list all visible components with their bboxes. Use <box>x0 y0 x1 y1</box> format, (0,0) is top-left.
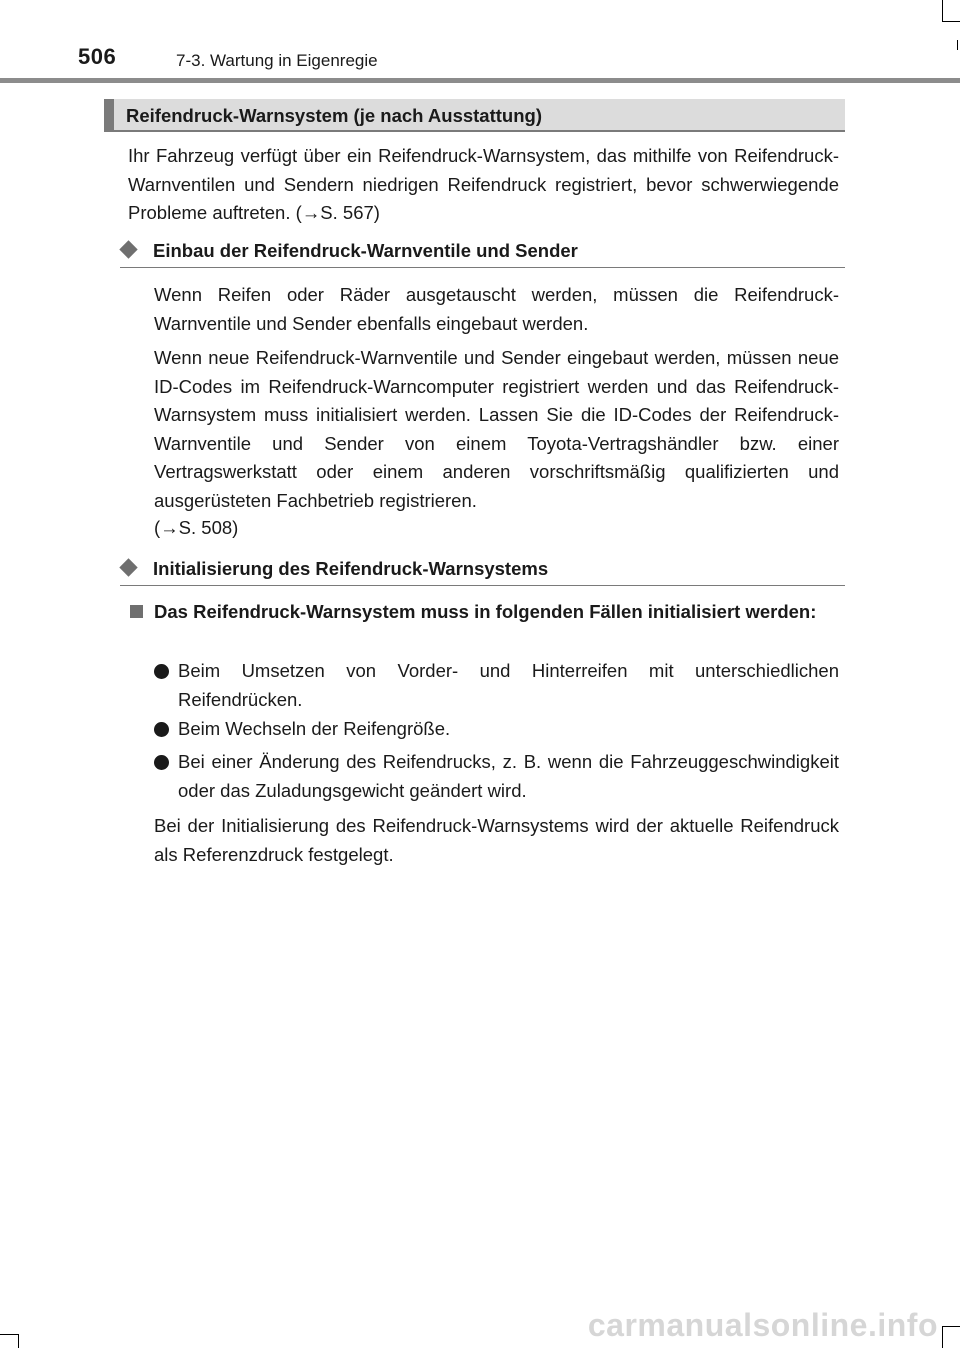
bullet-dot-icon <box>154 664 169 679</box>
page-reference: (→S. 508) <box>154 517 239 538</box>
crop-mark <box>18 1334 19 1348</box>
square-bullet-icon <box>130 605 143 618</box>
crop-mark <box>0 1334 18 1335</box>
subsection-heading <box>120 240 845 268</box>
subsection-title: Einbau der Reifendruck-Warnventile und Sender <box>153 240 578 261</box>
running-header: 7-3. Wartung in Eigenregie <box>176 51 378 70</box>
page-number: 506 <box>78 44 117 69</box>
subsection-title: Initialisierung des Reifendruck-Warnsystems <box>153 558 549 579</box>
intro-paragraph: Ihr Fahrzeug verfügt über ein Reifendruck-Warnsystem, das mithilfe von Reifendruck-Warnventilen und Sendern niedrigen Reifendruck registriert, bevor schwerwiegende Probleme auftreten. (→S. 567) <box>128 145 839 223</box>
diamond-bullet-icon <box>119 558 137 576</box>
section-title: Reifendruck-Warnsystem (je nach Ausstattung) <box>126 105 542 126</box>
crop-mark <box>942 21 960 22</box>
section-title-accent <box>104 99 114 130</box>
section-title-bar <box>104 99 845 132</box>
bullet-dot-icon <box>154 755 169 770</box>
list-item: Beim Umsetzen von Vorder- und Hinterreifen mit unterschiedlichen Reifendrücken. <box>178 660 839 710</box>
crop-mark <box>957 40 958 50</box>
paragraph: Wenn neue Reifendruck-Warnventile und Sender eingebaut werden, müssen neue ID-Codes im Reifendruck-Warncomputer registriert werden und das Reifendruck-Warnsystem muss initialisiert werden. Lassen Sie die ID-Codes der Reifendruck-Warnventile und Sender von einem Toyota-Vertragshändler bzw. einer Vertragswerkstatt oder einem anderen vorschriftsmäßig qualifizierten und ausgerüsteten Fachbetrieb registrieren. <box>154 347 839 511</box>
watermark: carmanualsonline.info <box>587 1307 938 1343</box>
crop-mark <box>942 0 943 22</box>
list-item: Beim Wechseln der Reifengröße. <box>178 718 451 739</box>
crop-mark <box>942 1326 943 1348</box>
list-item: Bei einer Änderung des Reifendrucks, z. B. wenn die Fahrzeuggeschwindigkeit oder das Zuladungsgewicht geändert wird. <box>178 751 839 801</box>
closing-paragraph: Bei der Initialisierung des Reifendruck-Warnsystems wird der aktuelle Reifendruck als Referenzdruck festgelegt. <box>154 815 839 865</box>
diamond-bullet-icon <box>119 240 137 258</box>
paragraph: Wenn Reifen oder Räder ausgetauscht werden, müssen die Reifendruck-Warnventile und Sender ebenfalls eingebaut werden. <box>154 284 839 334</box>
bullet-dot-icon <box>154 722 169 737</box>
subsection-heading <box>120 558 845 586</box>
crop-mark <box>942 1326 960 1327</box>
block-heading: Das Reifendruck-Warnsystem muss in folgenden Fällen initialisiert werden: <box>154 601 817 622</box>
header-rule <box>0 78 960 83</box>
